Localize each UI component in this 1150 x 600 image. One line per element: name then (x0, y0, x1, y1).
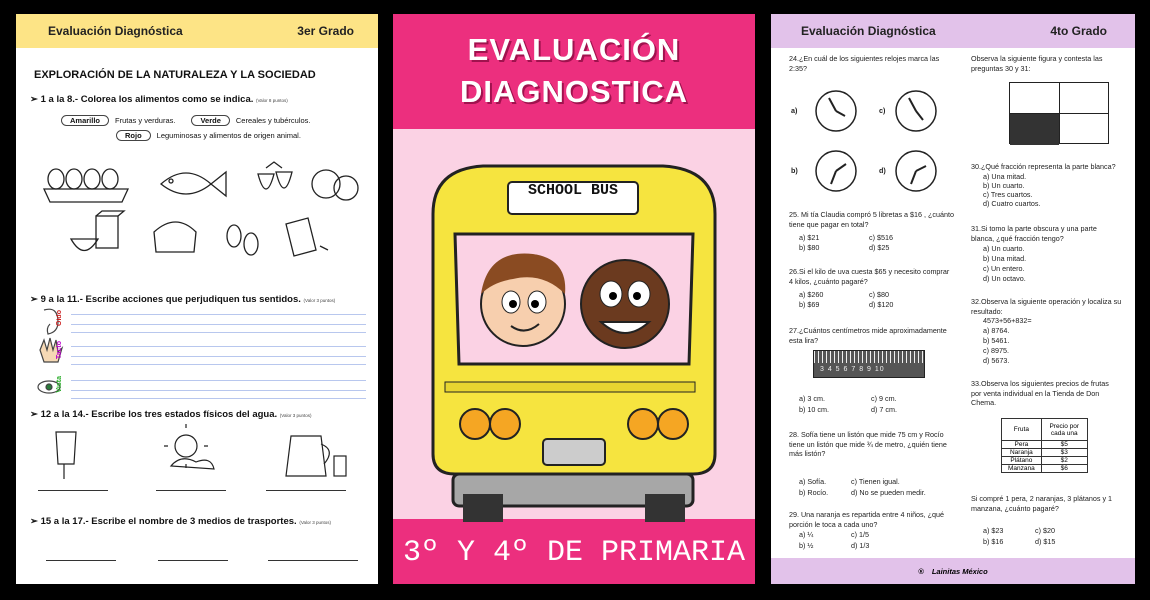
header-grade: 4to Grado (1050, 24, 1107, 38)
sense-label-oido: Oído (56, 310, 63, 326)
beans-icon (227, 225, 258, 255)
question-26: 26.Si el kilo de uva cuesta $65 y necesito comprar 4 kilos, ¿cuánto pagaré? (789, 267, 950, 286)
tortillas-icon (286, 218, 328, 256)
worksheet-grade4: Evaluación Diagnóstica 4to Grado 24.¿En cuál de los siguientes relojes marca las 2:35? a) c) b) d) 25. Mi tía Claudia compró 5 libretas a $16 , ¿cuánto tiene que pagar en total? a) $21 c) $516 b) $80 d) $25 26.Si el kilo de uva cuesta $65 y necesito comprar 4 kilos, ¿cuánto pagaré? a) $260 c) $80 b) $69 d) $120 27.¿Cuántos centímetros mide aproximadamente esta lira? 3 4 5 6 7 8 9 10 a) 3 cm. c) 9 cm. b) 10 cm. d) 7 cm. 28. Sofía tiene un listón que mide 75 cm y Rocío tiene un listón que mide ¾ de metro, ¿quién tiene más listón? a) Sofía. c) Tienen igual. b) Rocío. d) No se pueden medir. 29. Una naranja es repartida entre 4 niños, ¿qué porción le toca a cada uno? a) ¼ c) 1/5 b) ½ d) 1/3 Observa la siguiente figura y contesta las preguntas 30 y 31: 30.¿Qué fracción representa la parte blanca? a) Una mitad. b) Un cuarto. c) Tres cuartos. d) Cuatro cuartos. 31.Si tomo la parte obscura y una parte blanca, ¿qué fracción tengo? a) Un cuarto. b) Una mitad. c) Un entero. d) Un octavo. 32.Observa la siguiente operación y localiza su resultado: 4573+56+832= a) 8764. b) 5461. c) 8975. d) 5673. 33.Observa los siguientes precios de frutas por venta individual en la Tienda de Don Chema. Fruta Precio por cada una Pera $5 Naranja $3 Plátano $2 Manzana $6 Si compré 1 pera, 2 naranjas, 3 plátanos y 1 manzana, ¿cuánto pagaré? a) $23 c) $20 b) $16 d) $15 ® Lainitas México (771, 14, 1135, 584)
table-row: Pera $5 (1002, 441, 1088, 449)
clocks (791, 76, 941, 206)
tomatoes-icon (312, 170, 358, 200)
page-footer: ® Lainitas México (771, 558, 1135, 584)
question-29: 29. Una naranja es repartida entre 4 niños, ¿qué porción le toca a cada uno? (789, 510, 945, 529)
header-title: Evaluación Diagnóstica (801, 24, 936, 38)
cereal-box-icon (96, 211, 124, 248)
question-15-17: ➢ 15 a la 17.- Escribe el nombre de 3 medios de trasportes. (Valor 3 puntos) (30, 516, 332, 527)
water-states-drawings (36, 424, 366, 484)
question-12-14: ➢ 12 a la 14.- Escribe los tres estados físicos del agua. (Valor 3 puntos) (30, 409, 312, 420)
bowl-icon (71, 239, 98, 251)
fruit-price-table: Fruta Precio por cada una Pera $5 Naranja $3 Plátano $2 Manzana $6 (1001, 418, 1088, 473)
clock-label-b: b) (791, 166, 798, 175)
question-24: 24.¿En cuál de los siguientes relojes marca las 2:35? (789, 54, 940, 73)
fish-icon (161, 172, 226, 196)
header-grade: 3er Grado (297, 24, 354, 38)
bus-sign-text: SCHOOL BUS (527, 182, 618, 199)
figure-instruction: Observa la siguiente figura y contesta las preguntas 30 y 31: (971, 54, 1103, 73)
sense-label-tacto: Tacto (56, 341, 63, 360)
cover-grade-banner: 3º Y 4º DE PRIMARIA (393, 522, 755, 584)
fraction-figure (1009, 82, 1109, 144)
question-31: 31.Si tomo la parte obscura y una parte blanca, ¿qué fracción tengo? (971, 224, 1097, 243)
food-drawings (36, 154, 366, 274)
cover-title-line1: EVALUACIÓN (467, 32, 681, 67)
worksheet-grade3 (16, 14, 378, 584)
sense-icons (34, 302, 74, 397)
question-30: 30.¿Qué fracción representa la parte blanca? (971, 162, 1116, 171)
bread-icon (154, 222, 196, 252)
question-27: 27.¿Cuántos centímetros mide aproximadamente esta lira? (789, 326, 947, 345)
sense-label-vista: Vista (56, 376, 63, 393)
clock-label-c: c) (879, 106, 886, 115)
section-title: EXPLORACIÓN DE LA NATURALEZA Y LA SOCIEDAD (34, 69, 316, 81)
strawberries-icon (258, 162, 292, 189)
color-pill-amarillo: Amarillo (61, 115, 109, 126)
question-28: 28. Sofía tiene un listón que mide 75 cm y Rocío tiene un listón que mide ¾ de metro, ¿quién tiene más listón? (789, 430, 947, 458)
header-title: Evaluación Diagnóstica (48, 24, 183, 38)
ruler-icon: 3 4 5 6 7 8 9 10 (813, 350, 925, 378)
question-32: 32.Observa la siguiente operación y localiza su resultado: (971, 297, 1122, 316)
table-row: Manzana $6 (1002, 465, 1088, 473)
page-header (771, 14, 1135, 48)
table-row: Naranja $3 (1002, 449, 1088, 457)
cover-title-line2: DIAGNOSTICA (460, 74, 688, 109)
page-header (16, 14, 378, 48)
question-25: 25. Mi tía Claudia compró 5 libretas a $16 , ¿cuánto tiene que pagar en total? (789, 210, 955, 229)
question-1-8: ➢ 1 a la 8.- Colorea los alimentos como se indica. (Valor 8 puntos) (30, 94, 288, 105)
popsicle-icon (56, 432, 76, 479)
girl-face-icon (481, 254, 565, 347)
question-34: Si compré 1 pera, 2 naranjas, 3 plátanos y 1 manzana, ¿cuánto pagaré? (971, 494, 1113, 513)
clock-label-a: a) (791, 106, 798, 115)
headlight-left-icon (460, 409, 490, 439)
eggs-icon (44, 169, 128, 202)
table-row: Plátano $2 (1002, 457, 1088, 465)
headlight-right-icon (628, 409, 658, 439)
question-9-11: ➢ 9 a la 11.- Escribe acciones que perjudiquen tus sentidos. (Valor 3 puntos) (30, 294, 336, 305)
color-pill-rojo: Rojo (116, 130, 151, 141)
clock-label-d: d) (879, 166, 886, 175)
sun-cloud-icon (164, 424, 214, 469)
boy-face-icon (581, 260, 669, 348)
color-legend: Amarillo Frutas y verduras. Verde Cereales y tubérculos. Rojo Leguminosas y alimentos de origen animal. (61, 114, 361, 141)
pitcher-icon (286, 436, 346, 476)
color-pill-verde: Verde (191, 115, 229, 126)
cover-page (393, 14, 755, 584)
school-bus-illustration (393, 154, 755, 524)
question-33: 33.Observa los siguientes precios de frutas por venta individual en la Tienda de Don Chema. (971, 379, 1109, 407)
